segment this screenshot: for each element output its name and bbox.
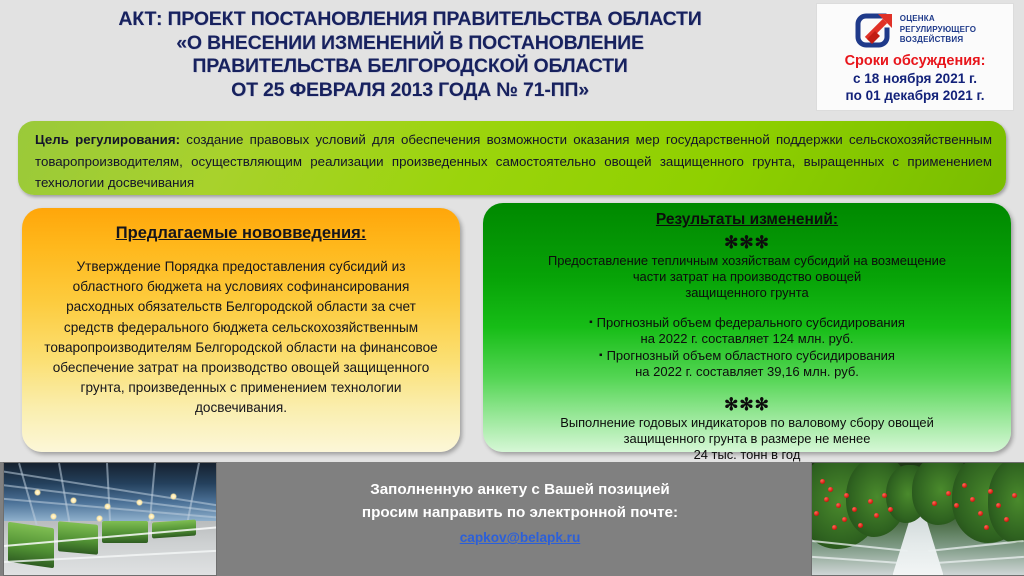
deadline-date-from: с 18 ноября 2021 г.	[853, 71, 977, 86]
subsidy-forecast-list	[493, 315, 1001, 381]
goal-text: создание правовых условий для обеспечения возможности оказания мер государственной поддержки сельскохозяйственным товаропроизводителям, осуществляющим реализации произведенных самостоятельно овощей защищенного грунта, выращенных с применением технологии досвечивания	[35, 132, 992, 190]
proposed-innovations-body: Утверждение Порядка предоставления субсидий из областного бюджета на условиях софинансирования расходных обязательств Белгородской области за счет средств федерального бюджета сельскохозяйственным товаропроизводителям Белгородской области на финансовое обеспечение затрат на производство овощей защищенного грунта, произведенных с применением технологии досвечивания.	[44, 259, 438, 416]
greenhouse-interior-photo	[4, 463, 216, 575]
proposed-innovations-panel	[22, 208, 460, 452]
results-block-two-line-3: 24 тыс. тонн в год	[693, 447, 801, 463]
bullet-square-icon: ▪	[599, 349, 603, 361]
bullet-2-line-2: на 2022 г. составляет 39,16 млн. руб.	[635, 364, 859, 380]
contact-email-link[interactable]: capkov@belapk.ru	[459, 530, 581, 545]
title-line-4: ОТ 25 ФЕВРАЛЯ 2013 ГОДА № 71-ПП»	[231, 78, 589, 101]
slide-header	[0, 0, 1024, 114]
results-block-one-line-3: защищенного грунта	[685, 285, 809, 301]
stars-divider-top: ✻✻✻	[724, 233, 770, 252]
orv-word-2: РЕГУЛИРУЮЩЕГО	[899, 24, 977, 34]
list-item	[493, 348, 1001, 365]
goal-label: Цель регулирования:	[35, 132, 181, 147]
orv-logo	[817, 4, 1013, 51]
footer-contact-block	[240, 478, 800, 549]
regulation-goal-banner	[18, 121, 1006, 195]
title-line-3: ПРАВИТЕЛЬСТВА БЕЛГОРОДСКОЙ ОБЛАСТИ	[192, 55, 628, 77]
panel-spacer	[493, 381, 1001, 395]
bullet-1-line-2: на 2022 г. составляет 124 млн. руб.	[640, 331, 854, 347]
deadline-heading: Сроки обсуждения:	[844, 53, 986, 69]
results-block-one	[493, 253, 1001, 302]
orv-logo-text	[900, 14, 976, 46]
tomato-greenhouse-photo	[812, 463, 1024, 575]
stars-divider-bottom: ✻✻✻	[724, 394, 770, 414]
results-block-two	[493, 415, 1001, 464]
orv-word-1: ОЦЕНКА	[899, 14, 935, 24]
bullet-2-line-1: Прогнозный объем областного субсидирования	[606, 347, 895, 363]
bullet-1-line-1: Прогнозный объем федерального субсидирования	[596, 314, 905, 330]
page-title	[30, 8, 790, 102]
deadline-date-to: по 01 декабря 2021 г.	[845, 88, 985, 103]
orv-arrow-logo-icon	[854, 10, 896, 50]
results-title: Результаты изменений:	[655, 211, 839, 228]
orv-deadline-card	[817, 4, 1013, 110]
proposed-innovations-title: Предлагаемые нововведения:	[115, 224, 367, 242]
title-line-1: АКТ: ПРОЕКТ ПОСТАНОВЛЕНИЯ ПРАВИТЕЛЬСТВА ОБЛАСТИ	[118, 8, 702, 30]
footer-line-1: Заполненную анкету с Вашей позицией	[370, 481, 670, 498]
title-line-2: «О ВНЕСЕНИИ ИЗМЕНЕНИЙ В ПОСТАНОВЛЕНИЕ	[176, 31, 644, 54]
results-block-one-line-2: части затрат на производство овощей	[632, 269, 862, 285]
results-block-two-line-2: защищенного грунта в размере не менее	[623, 431, 871, 447]
results-block-two-line-1: Выполнение годовых индикаторов по валовому сбору овощей	[560, 414, 934, 430]
list-item	[493, 315, 1001, 332]
bullet-square-icon: ▪	[589, 316, 593, 328]
results-block-one-line-1: Предоставление тепличным хозяйствам субсидий на возмещение	[547, 253, 947, 268]
results-of-changes-panel	[483, 203, 1011, 463]
orv-word-3: ВОЗДЕЙСТВИЯ	[899, 35, 964, 45]
footer-line-2: просим направить по электронной почте:	[361, 504, 679, 521]
